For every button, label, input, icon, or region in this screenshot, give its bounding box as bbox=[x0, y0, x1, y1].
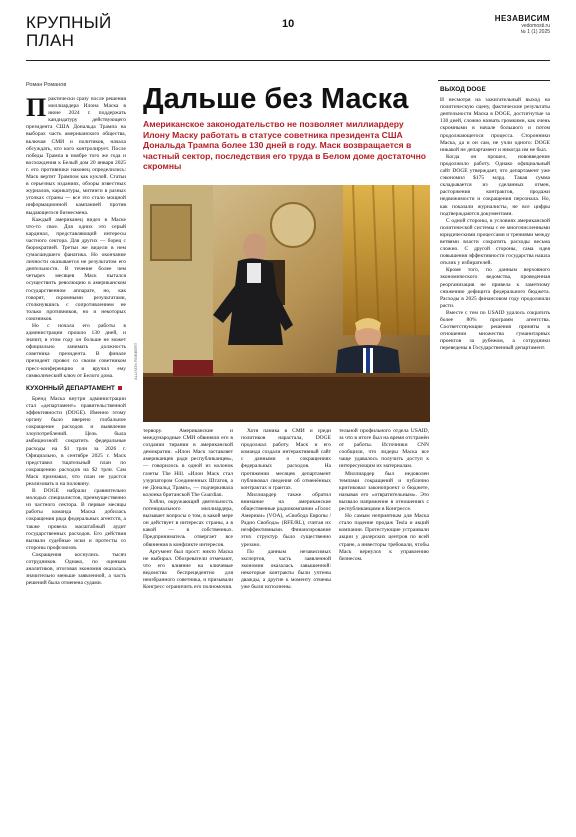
section-title-line1: КРУПНЫЙ bbox=[26, 13, 112, 32]
page-number: 10 bbox=[282, 18, 295, 30]
red-square-icon bbox=[118, 386, 122, 390]
paragraph: С одной стороны, в условиях американской политической системы с ее многочисленными юридическими процессами и трениями между ветвями власти сократить расходы весьма сложно. С другой стороны, сама идея повышения эффективности государства нашла отклик у избирателей. bbox=[440, 217, 550, 267]
sidebar-column bbox=[440, 86, 550, 830]
paragraph: Аргумент был прост: никто Маска не выбирал. Обозреватели отмечают, что его влияние на ключевые ведомства беспрецедентно для неизбранного советника, и призывали Конгресс ограничить его полномочия. bbox=[143, 548, 233, 591]
paragraph: Бренд Маска внутри администрации стал «департамент» правительственной эффективности (DOGE). Именно этому органу было вверено глобальное сокращение расходов и выявление злоупотреблений. Цель была амбициозной: сократить федеральные расходы на $1 трлн за 2026 г. Официально, в сентябре 2025 г. Маск представил тщательный план по сокращению расходов на $2 трлн. Сам Маск признавал, что план не удастся реализовать и на половину. bbox=[26, 395, 126, 487]
paragraph: В DOGE набрали сравнительно молодых специалистов, преимущественно из частного сектора. В первые месяцы работы команда Маска добилась сокращения ряда федеральных агентств, а также провела масштабный аудит государственных расходов. Его действия вызвали судебные иски и протесты со стороны профсоюзов. bbox=[26, 488, 126, 551]
paragraph: тервору. Американские и международные СМИ обвиняли его в создании тирании в американской демократии. «Илон Маск заставляет американцев ради республиканцев», — говорилось в одной из колонок газеты The Hill. «Илон Маск стал узурпатором Соединенных Штатов, а не Дональд Трамп», — подчеркивала колонка британской The Guardian. bbox=[143, 428, 233, 498]
paragraph: Каждый американец видел в Маске что-то свое. Для одних это серый кардинал, представляющий интересы частного сектора. Для других — борец с бюрократией. Третьи же видели в нем сумасшедшего фанатика. Но окончание личности оказывается не результатом его деятельности. В течение более чем четырех месяцев Маск пытался осуществить революцию в американском государственном аппарате, но, как говорят, скромными результатами, столкнувшись с сопротивлением не только противников, но и некоторых союзников. bbox=[26, 216, 126, 322]
dropcap: П bbox=[26, 96, 47, 122]
paragraph: Сокращения коснулись тысяч сотрудников. Однако, по оценкам аналитиков, итоговая экономия оказалась значительно меньше заявленной, а часть решений была отменена судами. bbox=[26, 551, 126, 587]
paragraph: Миллиардер также обратил внимание на американские общественные радиокомпании «Голос Америки» (VOA), «Свобода Европы / Радио Свобода» (RFE/RL), считая их неэффективными. Финансирование этих структур было существенно урезано. bbox=[241, 491, 331, 548]
article-headline: Дальше без Маска bbox=[143, 83, 409, 115]
subheading bbox=[26, 385, 126, 392]
paragraph: Миллиардер был недоволен темпами сокращений и публично критиковал законопроект о бюджете, называя его «отвратительным». Это вызвало напряжение в отношениях с республиканцами в Конгрессе. bbox=[339, 470, 429, 513]
paragraph: тельной профильного отдела USAID, за что в итоге был на время отстранён от работы. Источники CNN сообщили, что лидеры Маска все чаще удавалось получить доступ к интересующим их материалам. bbox=[339, 428, 429, 470]
article-column-3 bbox=[241, 428, 331, 830]
header-rule bbox=[26, 60, 550, 61]
oval-office-photo bbox=[143, 185, 430, 422]
paragraph: И несмотря на зажигательный выход на политическую сцену, фактические результаты деятельности Маска в DOGE, достигнутые за 130 дней, сложно назвать громкими, как очень скромными в начале большого и потом продолжающегося процесса. Сторонники Маска, да и он сам, не учли одного: DOGE никакой не департамент и никогда им не был. bbox=[440, 97, 550, 153]
brand-site: vedomosti.ru bbox=[521, 23, 550, 29]
section-title bbox=[26, 14, 112, 50]
paragraph-text: рактически сразу после решения миллиардера Илона Маска в июне 2024 г. поддержать кандидатуру действующего президента США Дональда Трампа на выборах часть американского общества, включая СМИ и политиков, начала обсуждать, кто кого контролирует. После победы Трампа в ноябре того же года и восхождения к Белый дом 20 января 2025 г. его противники наконец определились: Маск вертит Трампом как куклой. Статьи в серьезных изданиях, обзоры известных журналов, карикатуры, митинги в разных уголках страны — все это стало мощной информационной кампанией против выдающегося бизнесмена. bbox=[26, 96, 126, 216]
article-lead: Американское законодательство не позволяет миллиардеру Илону Маску работать в статусе советника президента США Дональда Трампа более 130 дней в году. Маск возвращается в частный сектор, последствия его труда в Белом доме достаточно скромны bbox=[143, 119, 427, 172]
article-column-2 bbox=[143, 428, 233, 830]
article-column-4 bbox=[339, 428, 429, 830]
paragraph: Когда он прошел, нововведение продолжило работу. Однако официальный сайт DOGE утверждает, что департамент уже сэкономил $175 млрд. Такая сумма складывается из сделанных отмен, расторжения контрактов, продажи недвижимости и сокращения персонала. Но, как показали журналисты, не все цифры подтверждаются документами. bbox=[440, 153, 550, 217]
article-author: Роман Романов bbox=[26, 82, 67, 88]
subheading-text: КУХОННЫЙ ДЕПАРТАМЕНТ bbox=[26, 384, 115, 392]
brand-logo: НЕЗАВИСИМ bbox=[494, 14, 550, 23]
article-column-1 bbox=[26, 96, 126, 830]
sidebar-rule bbox=[438, 80, 550, 81]
paragraph: Кроме того, по данным верховного экономического ведомства, проведенная реорганизация не привела к заметному снижению дефицита федерального бюджета. Расходы в 2025 финансовом году продолжили расти. bbox=[440, 267, 550, 309]
sidebar-title: ВЫХОД DOGE bbox=[440, 86, 486, 93]
publication-brand bbox=[495, 14, 550, 35]
paragraph: Но с ночала его работы в администрации прошло 130 дней, и значит, в этом году он больше не может официально занимать должность советника президента. В финале президент провел со своим советником пресс-конференцию и вручил ему символический ключ от Белого дома. bbox=[26, 323, 126, 379]
paragraph: По данным независимых экспертов, часть заявленной экономии оказалась завышенной: некоторые контракты были учтены дважды, а другие к моменту отмены уже были исполнены. bbox=[241, 548, 331, 591]
paragraph: Но самым неприятным для Маска стало падение продаж Tesla и акций компании. Протестующие устраивали акции у дилерских центров по всей стране, а инвесторы требовали, чтобы Маск вернулся к управлению бизнесом. bbox=[339, 513, 429, 562]
photo-credit: ALLISON ROBBERT bbox=[133, 342, 138, 380]
section-title-line2: ПЛАН bbox=[26, 31, 75, 50]
paragraph: Хотя паника в СМИ и среди политиков нарастала, DOGE продолжал работу. Маск и его команда создали интерактивный сайт с данными о сокращениях федеральных расходов. На протяжении месяцев департамент публиковал сведения об отменённых контрактах и грантах. bbox=[241, 428, 331, 491]
paragraph: Вместе с тем по USAID удалось сократить более 80% программ агентства. Соответствующие решения приняты в отношении множества гуманитарных проектов за рубежом, а сотрудники переведены в Государственный департамент. bbox=[440, 309, 550, 352]
issue-number: № 1 (1) 2025 bbox=[520, 29, 550, 35]
paragraph: Хэйли, окружающий деятельность потенциального миллиардера, вызывает вопросы о том, в какой мере он действует в интересах страны, а в какой — в собственных. Предприниматель отвергает все обвинения в конфликте интересов. bbox=[143, 498, 233, 548]
article-photo bbox=[143, 185, 430, 422]
paragraph bbox=[26, 96, 126, 217]
